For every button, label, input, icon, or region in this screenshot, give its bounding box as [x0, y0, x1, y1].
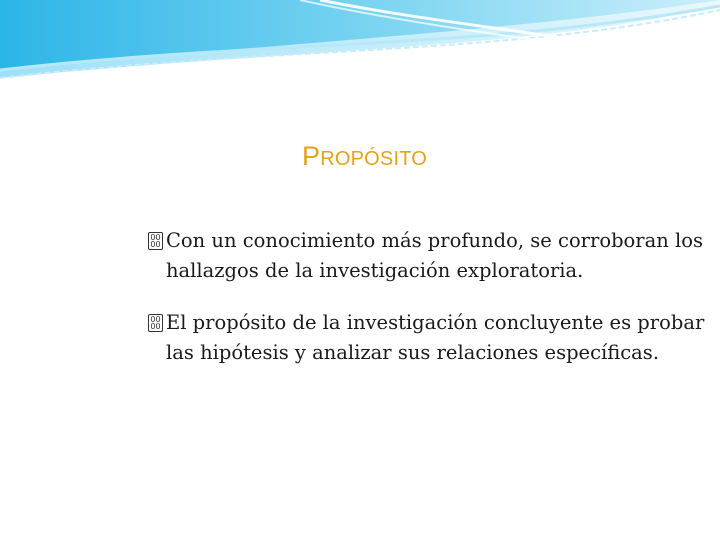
header-banner	[0, 0, 720, 90]
slide-title-initial: P	[302, 141, 321, 171]
slide-title	[302, 141, 427, 172]
missing-glyph-icon: 00 00	[148, 314, 163, 332]
bullet-item	[146, 226, 706, 286]
bullet-list	[146, 226, 706, 390]
bullet-item	[146, 308, 706, 368]
missing-glyph-icon: 00 00	[148, 232, 163, 250]
bullet-text: Con un conocimiento más profundo, se corroboran los hallazgos de la investigación exploratoria.	[166, 229, 703, 282]
slide-title-rest: ROPÓSITO	[320, 148, 428, 170]
bullet-text: El propósito de la investigación concluyente es probar las hipótesis y analizar sus relaciones específicas.	[166, 311, 705, 364]
